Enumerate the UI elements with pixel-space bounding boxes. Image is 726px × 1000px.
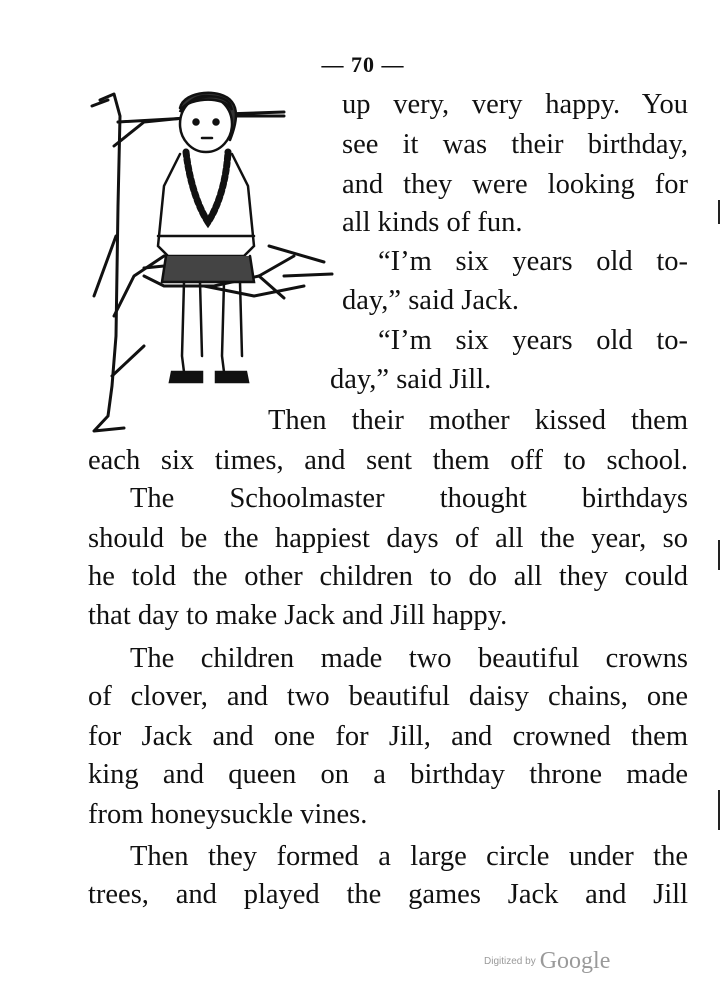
scan-edge-mark <box>718 540 720 570</box>
text-line: “I’m six years old to- <box>378 246 688 277</box>
text-line: and they were looking for <box>342 169 688 200</box>
digitized-by-footer <box>484 948 610 975</box>
text-line: from honeysuckle vines. <box>88 799 368 830</box>
drop-cap-illustration <box>84 86 334 438</box>
scan-edge-mark <box>718 790 720 830</box>
scan-edge-mark <box>718 200 720 224</box>
text-line: each six times, and sent them off to school. <box>88 445 688 476</box>
text-line: that day to make Jack and Jill happy. <box>88 600 508 631</box>
text-line: king and queen on a birthday throne made <box>88 759 688 790</box>
text-line: of clover, and two beautiful daisy chains, one <box>88 681 688 712</box>
text-line: The children made two beautiful crowns <box>130 643 688 674</box>
google-wordmark: Google <box>539 948 611 974</box>
text-line: up very, very happy. You <box>342 89 688 120</box>
text-line: he told the other children to do all they could <box>88 561 688 592</box>
text-line: day,” said Jack. <box>342 285 519 316</box>
page-number: — 70 — <box>321 52 405 77</box>
text-line: all kinds of fun. <box>342 207 523 238</box>
text-line: The Schoolmaster thought birthdays <box>130 483 688 514</box>
text-line: should be the happiest days of all the year, so <box>88 523 688 554</box>
text-line: for Jack and one for Jill, and crowned them <box>88 721 688 752</box>
text-line: Then their mother kissed them <box>268 405 688 436</box>
text-line: see it was their birthday, <box>342 129 688 160</box>
footer-prefix: Digitized by <box>484 956 536 967</box>
text-line: trees, and played the games Jack and Jill <box>88 879 688 910</box>
text-line: Then they formed a large circle under the <box>130 841 688 872</box>
text-line: “I’m six years old to- <box>378 325 688 356</box>
text-line: day,” said Jill. <box>330 364 492 395</box>
